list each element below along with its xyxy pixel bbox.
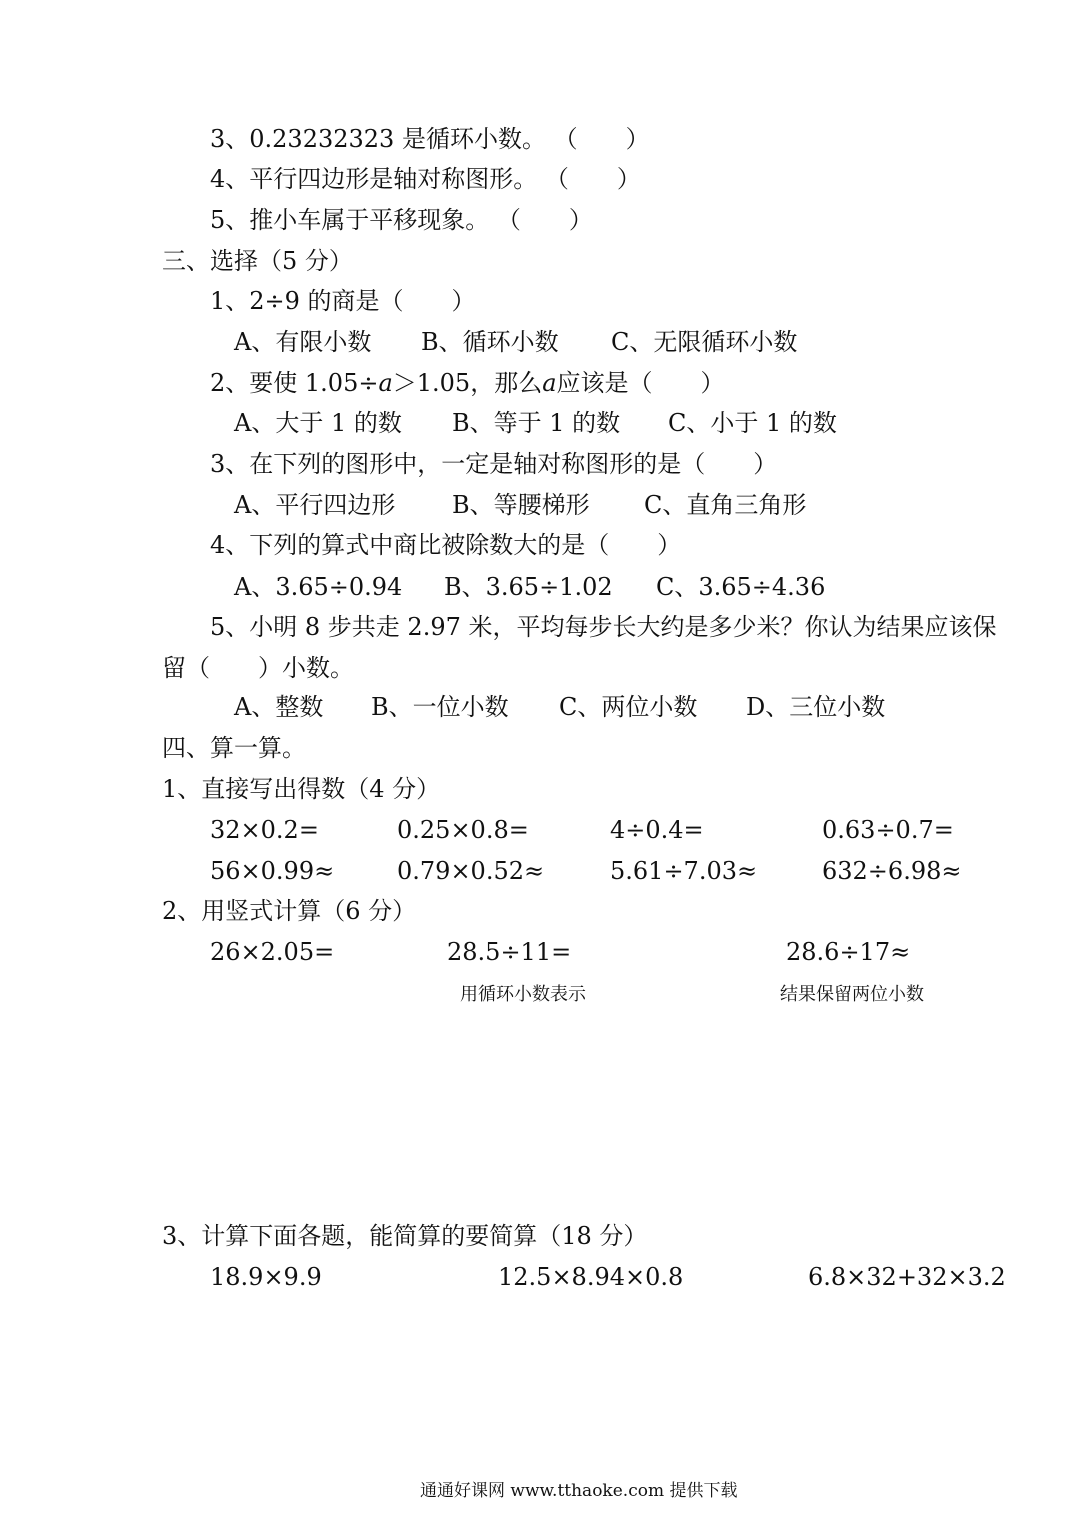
judge-q4: 4、平行四边形是轴对称图形。 （ ） (210, 165, 641, 193)
section-calc-title: 四、算一算。 (162, 734, 306, 762)
calc-p3-item2: 12.5×8.94×0.8 (498, 1263, 684, 1291)
judge-q5: 5、推小车属于平移现象。 （ ） (210, 206, 593, 234)
choice-q2 (210, 368, 725, 398)
choice-q3: 3、在下列的图形中，一定是轴对称图形的是（ ） (210, 450, 778, 478)
choice-q5-opt-d: D、三位小数 (746, 693, 886, 721)
choice-q2-mid: ＞1.05，那么 (392, 369, 543, 397)
calc-p1-r2-c3: 5.61÷7.03≈ (610, 857, 758, 885)
calc-part3-title: 3、计算下面各题，能简算的要简算（18 分） (162, 1222, 648, 1250)
footer-source: 通通好课网 www.tthaoke.com 提供下载 (420, 1481, 738, 1501)
section-choice-title: 三、选择（5 分） (162, 247, 353, 275)
calc-p2-item1: 26×2.05= (210, 938, 335, 966)
calc-p1-r1-c4: 0.63÷0.7= (822, 816, 954, 844)
calc-p1-r2-c4: 632÷6.98≈ (822, 857, 962, 885)
calc-p3-item3: 6.8×32+32×3.2 (808, 1263, 1006, 1291)
choice-q5-opt-c: C、两位小数 (559, 693, 698, 721)
calc-p1-r1-c2: 0.25×0.8= (397, 816, 529, 844)
choice-q5-line2: 留（ ）小数。 (162, 654, 354, 682)
calc-p2-item3: 28.6÷17≈ (786, 938, 911, 966)
choice-q2-var: a (378, 369, 393, 397)
choice-q5-opt-b: B、一位小数 (371, 693, 509, 721)
calc-p3-item1: 18.9×9.9 (210, 1263, 322, 1291)
calc-p2-note-repeating: 用循环小数表示 (460, 984, 586, 1005)
choice-q4: 4、下列的算式中商比被除数大的是（ ） (210, 531, 682, 559)
calc-p2-note-two-decimals: 结果保留两位小数 (780, 984, 924, 1005)
choice-q3-opt-a: A、平行四边形 (234, 491, 396, 519)
choice-q1-opt-c: C、无限循环小数 (611, 328, 798, 356)
choice-q2-opt-b: B、等于 1 的数 (452, 409, 621, 437)
calc-p2-item2: 28.5÷11= (447, 938, 572, 966)
choice-q5-opt-a: A、整数 (234, 693, 324, 721)
calc-part2-title: 2、用竖式计算（6 分） (162, 897, 417, 925)
choice-q2-opt-c: C、小于 1 的数 (668, 409, 837, 437)
calc-p1-r2-c2: 0.79×0.52≈ (397, 857, 545, 885)
choice-q3-opt-b: B、等腰梯形 (452, 491, 590, 519)
choice-q2-post: 应该是（ ） (556, 369, 725, 397)
calc-p1-r1-c1: 32×0.2= (210, 816, 319, 844)
choice-q2-opt-a: A、大于 1 的数 (234, 409, 402, 437)
choice-q4-opt-c: C、3.65÷4.36 (656, 573, 826, 601)
calc-p1-r2-c1: 56×0.99≈ (210, 857, 335, 885)
choice-q4-opt-b: B、3.65÷1.02 (444, 573, 613, 601)
calc-p1-r1-c3: 4÷0.4= (610, 816, 704, 844)
judge-q3: 3、0.23232323 是循环小数。 （ ） (210, 125, 650, 153)
choice-q3-opt-c: C、直角三角形 (644, 491, 807, 519)
choice-q1: 1、2÷9 的商是（ ） (210, 287, 476, 315)
choice-q5-line1: 5、小明 8 步共走 2.97 米，平均每步长大约是多少米？你认为结果应该保 (210, 613, 997, 641)
choice-q1-opt-a: A、有限小数 (234, 328, 372, 356)
choice-q1-opt-b: B、循环小数 (421, 328, 559, 356)
choice-q4-opt-a: A、3.65÷0.94 (234, 573, 403, 601)
choice-q2-pre: 2、要使 1.05÷ (210, 369, 379, 397)
choice-q2-var-2: a (542, 369, 557, 397)
calc-part1-title: 1、直接写出得数（4 分） (162, 775, 441, 803)
